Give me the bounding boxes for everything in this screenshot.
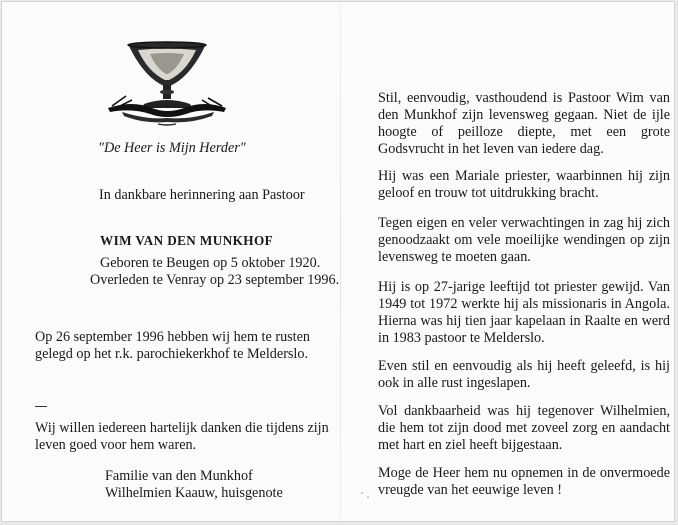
paragraph-gratitude: Vol dankbaarheid was hij tegenover Wilhelmien, die hem tot zijn dood met zoveel zorg en aandacht met hart en ziel heeft bijgestaan. (378, 403, 670, 453)
right-panel (341, 2, 674, 521)
deceased-name: WIM VAN DEN MUNKHOF (100, 233, 274, 248)
death-line: Overleden te Venray op 23 september 1996. (90, 272, 340, 288)
burial-line-1: Op 26 september 1996 hebben wij hem te rusten (35, 329, 311, 345)
chalice-icon (92, 38, 242, 128)
paragraph-prayer: Moge de Heer hem nu opnemen in de onvermoede vreugde van het eeuwige leven ! (378, 465, 670, 498)
paragraph-path: Tegen eigen en veler verwachtingen in zag hij zich genoodzaakt om vele moeilijke wendingen op zijn levensweg te moeten gaan. (378, 215, 670, 265)
memorial-card (2, 2, 674, 521)
paragraph-marian: Hij was een Mariale priester, waarbinnen hij zijn geloof en trouw tot uitdrukking bracht. (378, 168, 670, 201)
dedication-intro: In dankbare herinnering aan Pastoor (99, 187, 305, 203)
divider (35, 406, 47, 407)
left-panel (2, 2, 341, 521)
thanks-line-1: Wij willen iedereen hartelijk danken die tijdens zijn (35, 420, 329, 436)
family-signature-2: Wilhelmien Kaauw, huisgenote (105, 485, 283, 501)
paragraph-life: Stil, eenvoudig, vasthoudend is Pastoor Wim van den Munkhof zijn levensweg gegaan. Niet de ijle hoogte of peilloze diepte, met een grote Godsvrucht in het leven van iedere dag. (378, 90, 670, 157)
birth-line: Geboren te Beugen op 5 oktober 1920. (100, 255, 321, 271)
family-signature-1: Familie van den Munkhof (105, 468, 253, 484)
thanks-line-2: leven goed voor hem waren. (35, 437, 197, 453)
paper-speck (361, 492, 363, 494)
paper-speck (367, 496, 369, 498)
paragraph-rest: Even stil en eenvoudig als hij heeft geleefd, is hij ook in alle rust ingeslapen. (378, 358, 670, 391)
paragraph-career: Hij is op 27-jarige leeftijd tot priester gewijd. Van 1949 tot 1972 werkte hij als missionaris in Angola. Hierna was hij tien jaar kapelaan in Raalte en werd in 1983 pastoor te Melderslo. (378, 279, 670, 346)
burial-line-2: gelegd op het r.k. parochiekerkhof te Melderslo. (35, 346, 309, 362)
motto: "De Heer is Mijn Herder" (98, 140, 246, 156)
